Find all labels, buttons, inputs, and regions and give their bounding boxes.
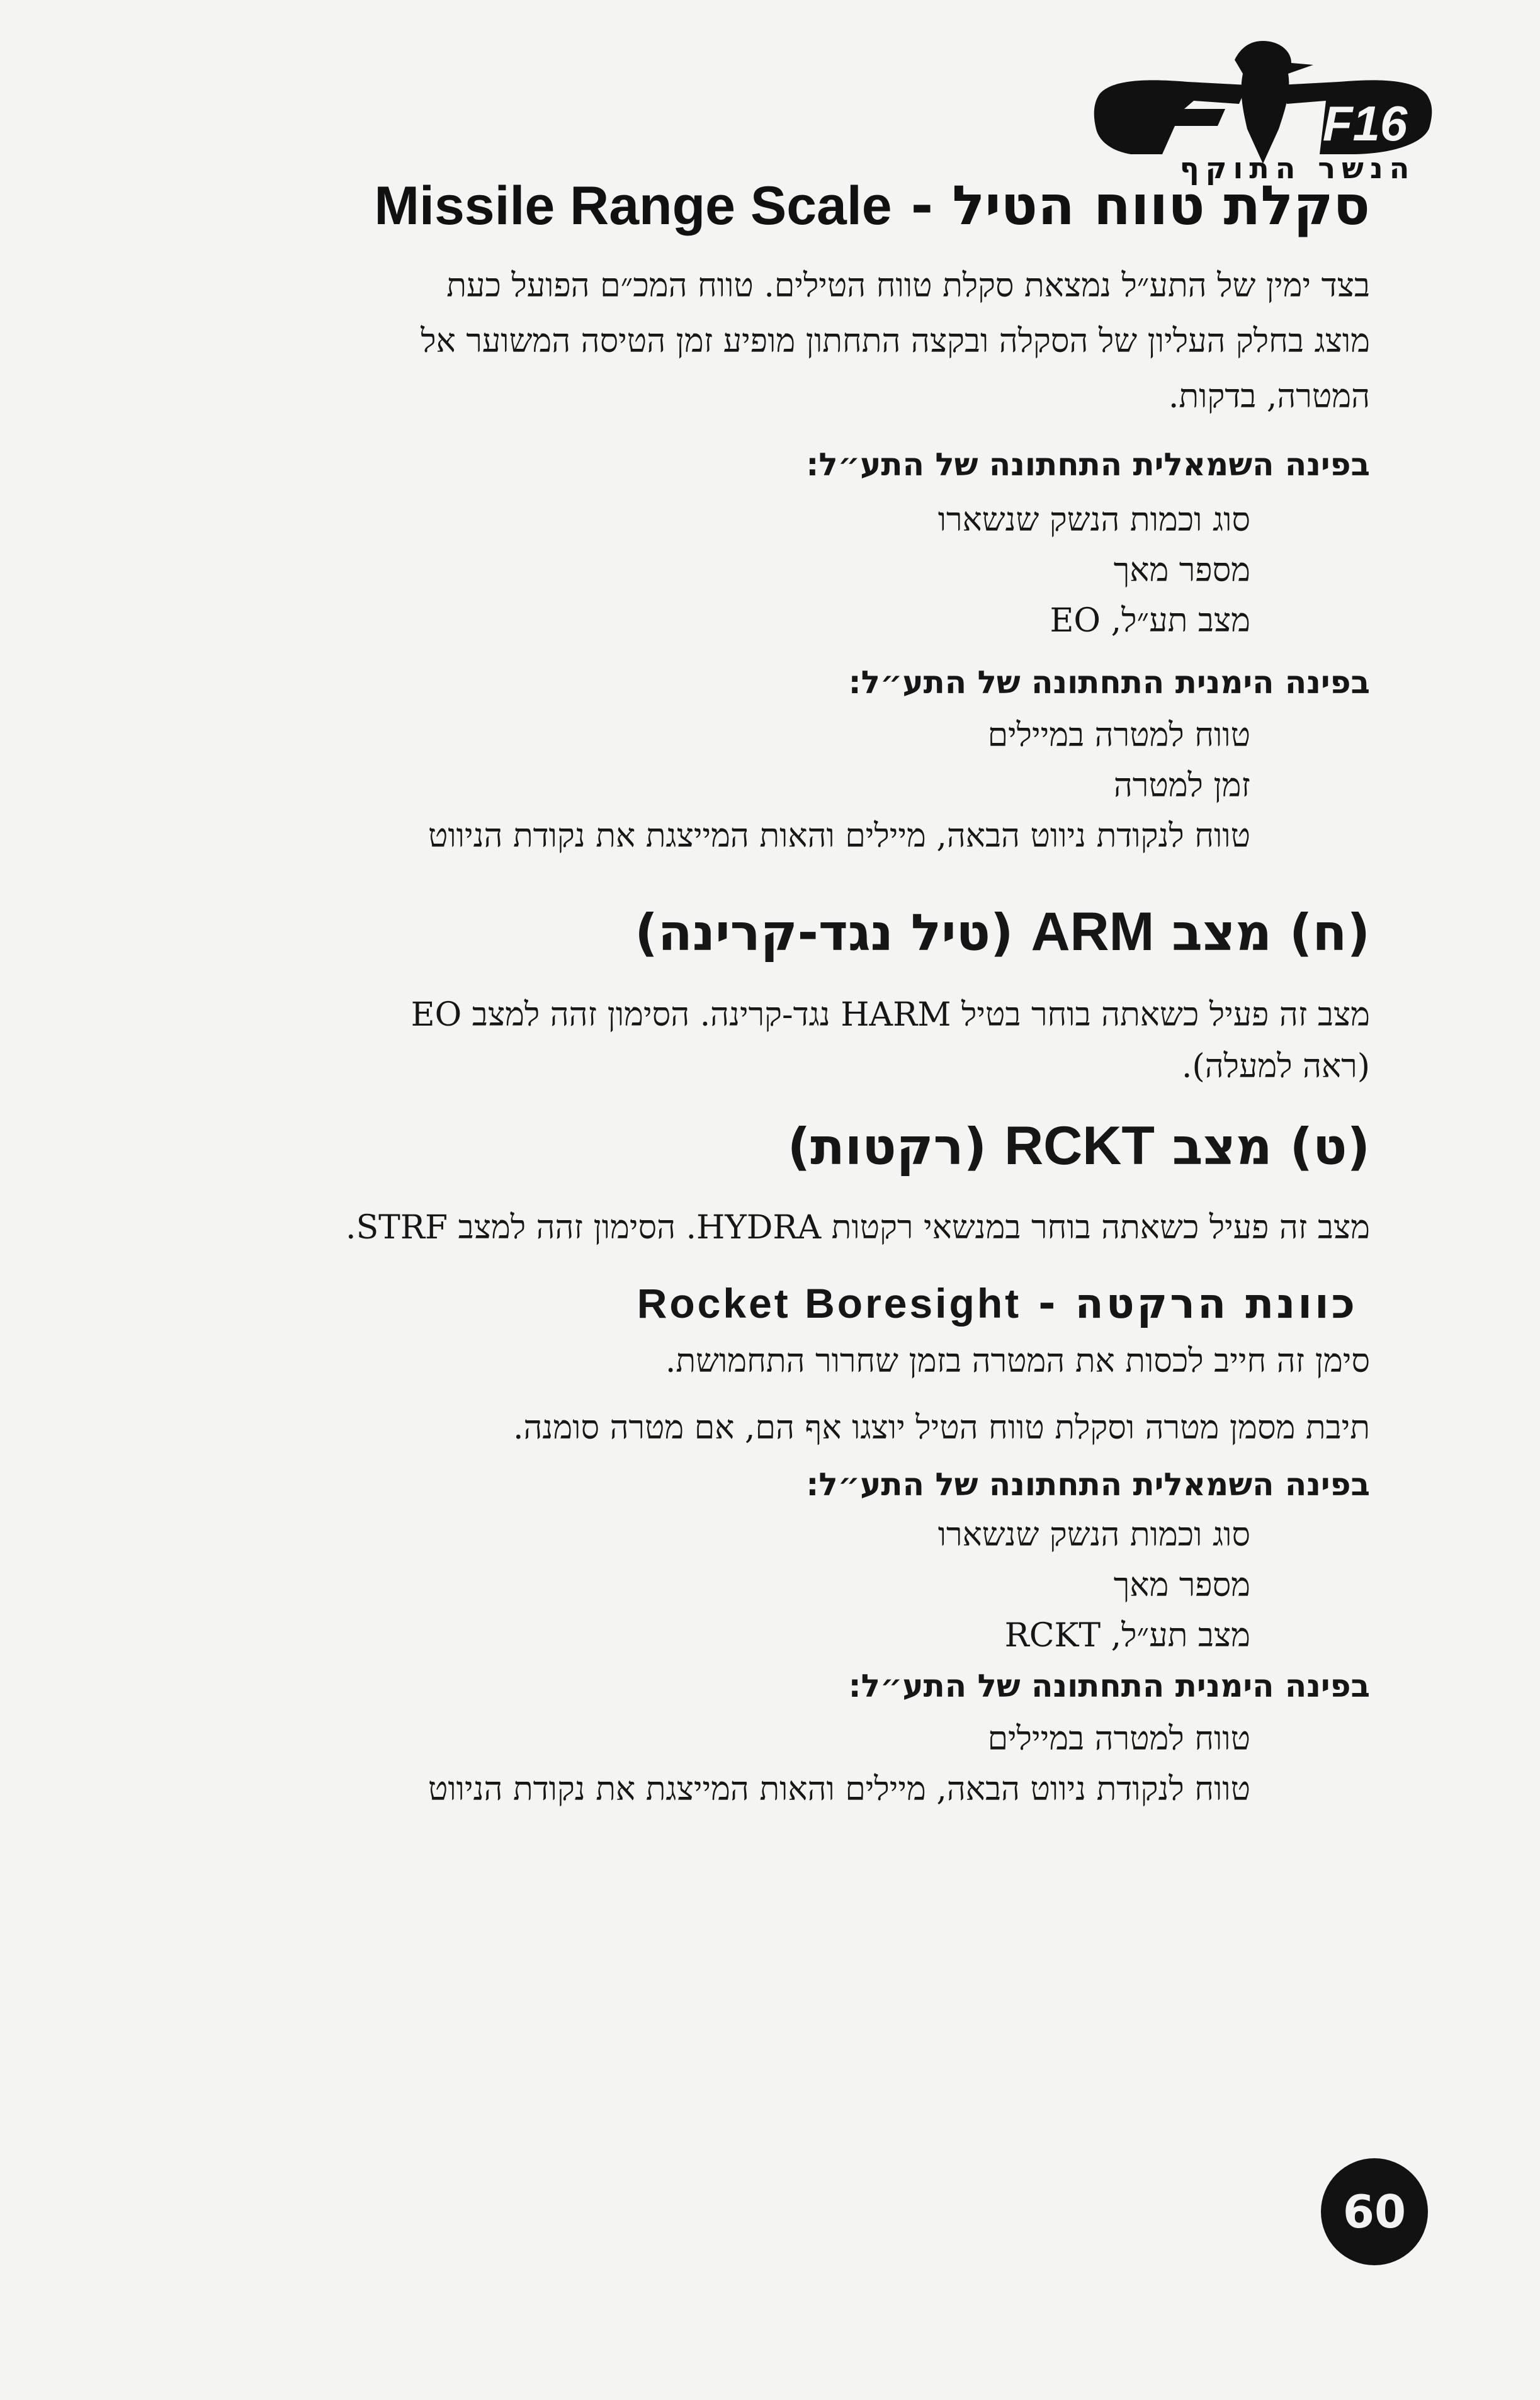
section-rckt-prefix: (ט) מצב <box>1172 1118 1370 1176</box>
list-item: מצב תע״ל, RCKT <box>1004 1617 1250 1655</box>
list-item: טווח לנקודת ניווט הבאה, מיילים והאות המייצגת את נקודת הניווט <box>427 817 1250 855</box>
list-item: טווח למטרה במיילים <box>987 1720 1250 1758</box>
rocket-boresight-line-2: תיבת מסמן מטרה וסקלת טווח הטיל יוצגו אף הם, אם מטרה סומנה. <box>512 1409 1370 1447</box>
page-title <box>195 165 1370 247</box>
right-corner-heading: בפינה הימנית התחתונה של התע״ל: <box>848 664 1370 701</box>
section-arm-mode: ARM <box>1031 902 1155 962</box>
list-item: זמן למטרה <box>1113 767 1250 805</box>
page-number: 60 <box>1321 2158 1428 2265</box>
rocket-boresight-english: Rocket Boresight <box>637 1280 1022 1327</box>
rocket-boresight-heading <box>101 1269 1357 1339</box>
intro-line-2: מוצג בחלק העליון של הסקלה ובקצה התחתון מופיע זמן הטיסה המשוער אל <box>421 322 1370 360</box>
section-arm-line-2: (ראה למעלה). <box>1181 1048 1370 1085</box>
list-item: טווח למטרה במיילים <box>987 716 1250 754</box>
intro-line-1: בצד ימין של התע״ל נמצאת סקלת טווח הטילים. טווח המכ״ם הפועל כעת <box>446 267 1370 305</box>
section-rckt-mode: RCKT <box>1004 1116 1155 1176</box>
left-corner-heading: בפינה השמאלית התחתונה של התע״ל: <box>806 1466 1370 1503</box>
section-arm-prefix: (ח) מצב <box>1172 903 1370 962</box>
logo-text: F16 <box>1322 96 1408 151</box>
logo-subtitle: הנשר התוקף <box>1179 151 1416 185</box>
section-rckt-suffix: (רקטות) <box>787 1118 987 1176</box>
title-dash: - <box>892 174 934 237</box>
section-rckt-heading <box>101 1108 1370 1185</box>
list-item: סוג וכמות הנשק שנשארו <box>937 1516 1250 1554</box>
rocket-boresight-hebrew: כוונת הרקטה <box>1075 1279 1357 1328</box>
intro-line-3: המטרה, בדקות. <box>1168 378 1370 416</box>
rocket-dash: - <box>1021 1279 1058 1328</box>
rocket-boresight-line-1: סימן זה חייב לכסות את המטרה בזמן שחרור התחמושת. <box>665 1342 1370 1380</box>
list-item: מצב תע״ל, EO <box>1050 602 1250 640</box>
list-item: מספר מאך <box>1113 1566 1250 1604</box>
page-title-english: Missile Range Scale <box>374 176 892 236</box>
section-arm-suffix: (טיל נגד-קרינה) <box>635 903 1014 962</box>
page-title-hebrew: סקלת טווח הטיל <box>952 174 1370 237</box>
list-item: מספר מאך <box>1113 552 1250 589</box>
right-corner-heading: בפינה הימנית התחתונה של התע״ל: <box>848 1668 1370 1704</box>
list-item: סוג וכמות הנשק שנשארו <box>937 501 1250 539</box>
section-arm-line-1: מצב זה פעיל כשאתה בוחר בטיל HARM נגד-קרינה. הסימון זהה למצב EO <box>410 996 1370 1034</box>
list-item: טווח לנקודת ניווט הבאה, מיילים והאות המייצגת את נקודת הניווט <box>427 1770 1250 1808</box>
left-corner-heading: בפינה השמאלית התחתונה של התע״ל: <box>806 446 1370 483</box>
section-rckt-line-1: מצב זה פעיל כשאתה בוחר במנשאי רקטות HYDRA. הסימון זהה למצב STRF. <box>346 1209 1370 1247</box>
section-arm-heading <box>101 894 1370 971</box>
